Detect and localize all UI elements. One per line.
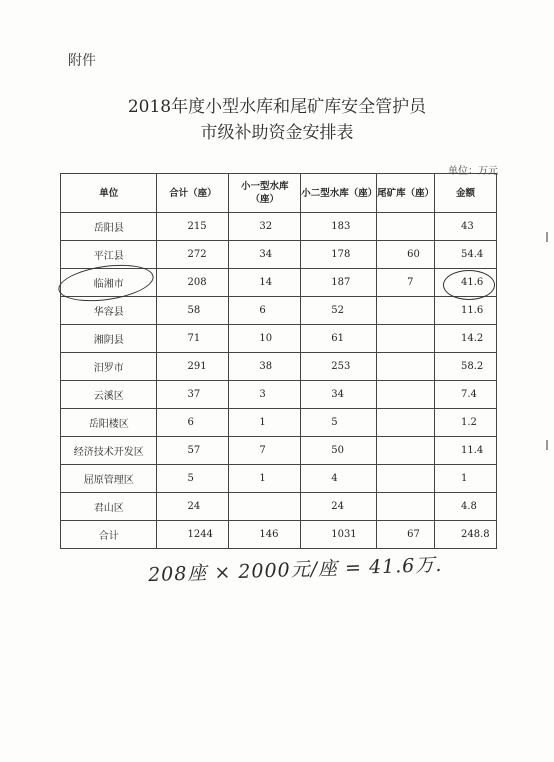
header-small2: 小二型水库（座） — [301, 174, 377, 213]
scan-mark — [546, 232, 548, 242]
cell-amount: 248.8 — [435, 521, 497, 549]
cell-tailings — [377, 437, 435, 465]
cell-total: 208 — [157, 269, 229, 297]
cell-small1: 1 — [229, 465, 301, 493]
cell-tailings — [377, 353, 435, 381]
cell-small2: 34 — [301, 381, 377, 409]
table-row — [61, 213, 497, 241]
cell-small2: 52 — [301, 297, 377, 325]
cell-name: 屈原管理区 — [61, 465, 157, 493]
table-row — [61, 493, 497, 521]
cell-amount: 54.4 — [435, 241, 497, 269]
cell-small2: 253 — [301, 353, 377, 381]
cell-total: 291 — [157, 353, 229, 381]
cell-small1: 10 — [229, 325, 301, 353]
cell-tailings — [377, 381, 435, 409]
cell-amount: 41.6 — [435, 269, 497, 297]
table-row — [61, 437, 497, 465]
cell-total: 24 — [157, 493, 229, 521]
table-row — [61, 353, 497, 381]
cell-amount: 1.2 — [435, 409, 497, 437]
cell-small2: 183 — [301, 213, 377, 241]
cell-total: 71 — [157, 325, 229, 353]
handwritten-circle-amount — [443, 270, 495, 300]
cell-tailings — [377, 409, 435, 437]
cell-amount: 58.2 — [435, 353, 497, 381]
cell-small2: 187 — [301, 269, 377, 297]
cell-small2: 24 — [301, 493, 377, 521]
table-row — [61, 297, 497, 325]
unit-label: 单位：万元 — [448, 166, 498, 177]
cell-name: 汨罗市 — [61, 353, 157, 381]
cell-total: 1244 — [157, 521, 229, 549]
cell-name: 平江县 — [61, 241, 157, 269]
cell-tailings — [377, 213, 435, 241]
cell-total: 215 — [157, 213, 229, 241]
cell-amount: 11.6 — [435, 297, 497, 325]
cell-small1 — [229, 493, 301, 521]
cell-total: 57 — [157, 437, 229, 465]
header-tailings: 尾矿库（座） — [377, 174, 435, 213]
cell-small2: 4 — [301, 465, 377, 493]
cell-tailings: 67 — [377, 521, 435, 549]
cell-total: 6 — [157, 409, 229, 437]
table-row — [61, 325, 497, 353]
cell-amount: 7.4 — [435, 381, 497, 409]
cell-tailings — [377, 493, 435, 521]
handwritten-note: 208座 × 2000元/座 = 41.6万. — [147, 553, 443, 587]
cell-small2: 50 — [301, 437, 377, 465]
cell-total: 5 — [157, 465, 229, 493]
cell-amount: 1 — [435, 465, 497, 493]
cell-name: 合计 — [61, 521, 157, 549]
cell-total: 272 — [157, 241, 229, 269]
cell-small2: 178 — [301, 241, 377, 269]
header-unit: 单位 — [61, 174, 157, 213]
cell-small1: 34 — [229, 241, 301, 269]
cell-small2: 1031 — [301, 521, 377, 549]
cell-small1: 1 — [229, 409, 301, 437]
allocation-table — [60, 173, 497, 549]
cell-name: 岳阳楼区 — [61, 409, 157, 437]
cell-total: 58 — [157, 297, 229, 325]
cell-amount: 4.8 — [435, 493, 497, 521]
cell-amount: 11.4 — [435, 437, 497, 465]
table-row — [61, 409, 497, 437]
table-row — [61, 381, 497, 409]
cell-name: 岳阳县 — [61, 213, 157, 241]
header-amount: 金额 — [435, 174, 497, 213]
cell-tailings — [377, 325, 435, 353]
cell-name: 临湘市 — [61, 269, 157, 297]
cell-small1: 14 — [229, 269, 301, 297]
title-line-1: 2018年度小型水库和尾矿库安全管护员 — [127, 97, 427, 117]
cell-small1: 32 — [229, 213, 301, 241]
title-line-2: 市级补助资金安排表 — [200, 123, 354, 143]
cell-name: 经济技术开发区 — [61, 437, 157, 465]
cell-tailings — [377, 297, 435, 325]
cell-amount: 14.2 — [435, 325, 497, 353]
cell-small2: 5 — [301, 409, 377, 437]
cell-small1: 38 — [229, 353, 301, 381]
cell-name: 华容县 — [61, 297, 157, 325]
cell-total: 37 — [157, 381, 229, 409]
cell-name: 云溪区 — [61, 381, 157, 409]
table-header-row — [61, 174, 497, 213]
table-row — [61, 465, 497, 493]
cell-tailings — [377, 465, 435, 493]
cell-small1: 6 — [229, 297, 301, 325]
cell-tailings: 60 — [377, 241, 435, 269]
scan-mark — [546, 440, 548, 450]
cell-small1: 146 — [229, 521, 301, 549]
header-total: 合计（座） — [157, 174, 229, 213]
attachment-label: 附件 — [68, 53, 96, 69]
cell-name: 君山区 — [61, 493, 157, 521]
cell-name: 湘阴县 — [61, 325, 157, 353]
header-small1: 小一型水库（座） — [229, 174, 301, 213]
cell-small1: 7 — [229, 437, 301, 465]
cell-tailings: 7 — [377, 269, 435, 297]
cell-small1: 3 — [229, 381, 301, 409]
table-row — [61, 521, 497, 549]
cell-small2: 61 — [301, 325, 377, 353]
cell-amount: 43 — [435, 213, 497, 241]
